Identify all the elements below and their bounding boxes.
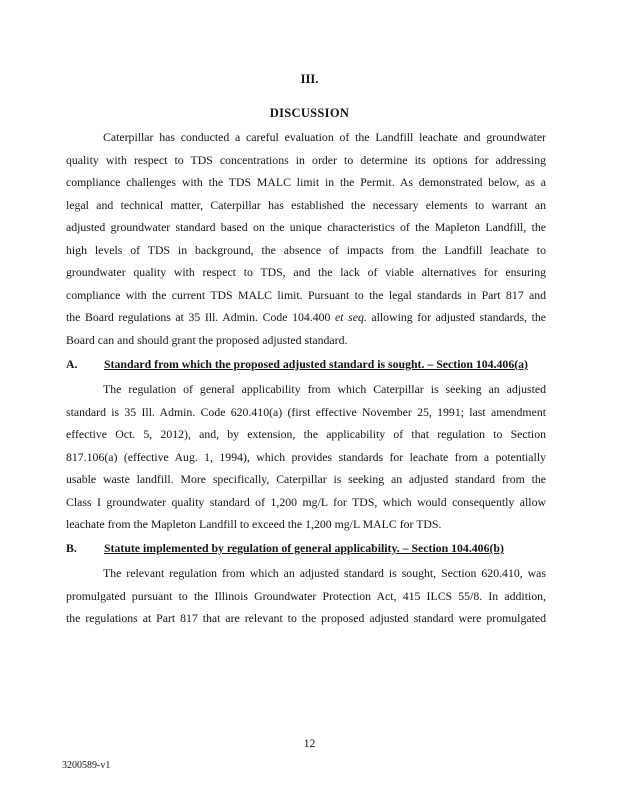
section-b-letter: B. — [66, 541, 77, 555]
page-number: 12 — [303, 738, 316, 750]
intro-line: the Board regulations at 35 Ill. Admin. Code 104.400 et seq. allowing for adjusted standards, the — [66, 310, 547, 324]
intro-line: adjusted groundwater standard based on the unique characteristics of the Mapleton Landfill, the — [66, 220, 546, 234]
part-number: III. — [300, 72, 319, 86]
section-a-letter: A. — [66, 357, 78, 371]
section-a-line: usable waste landfill. More specifically, Caterpillar is seeking an adjusted standard from the — [66, 472, 546, 486]
section-a-line: 817.106(a) (effective Aug. 1, 1994), which provides standards for leachate from a potentially — [66, 449, 546, 464]
intro-line: quality with respect to TDS concentrations in order to determine its options for addressing — [66, 152, 546, 167]
section-a-heading — [66, 357, 528, 372]
section-title: DISCUSSION — [269, 106, 350, 120]
section-b-title: Statute implemented by regulation of general applicability. – Section 104.406(b) — [104, 541, 504, 555]
intro-line: high levels of TDS in background, the absence of impacts from the Landfill leachate to — [66, 242, 546, 257]
section-b-heading — [66, 541, 504, 556]
section-b-line: promulgated pursuant to the Illinois Groundwater Protection Act, 415 ILCS 55/8. In addition, — [66, 588, 546, 603]
intro-line: Board can and should grant the proposed adjusted standard. — [66, 332, 348, 347]
section-b-line: the regulations at Part 817 that are relevant to the proposed adjusted standard were promulgated — [66, 611, 546, 625]
intro-line: Caterpillar has conducted a careful evaluation of the Landfill leachate and groundwater — [103, 130, 546, 144]
section-a-line: leachate from the Mapleton Landfill to exceed the 1,200 mg/L MALC for TDS. — [66, 517, 442, 531]
intro-line: compliance challenges with the TDS MALC limit in the Permit. As demonstrated below, as a — [66, 175, 546, 189]
section-a-line: The regulation of general applicability from which Caterpillar is seeking an adjusted — [103, 382, 546, 396]
intro-line: legal and technical matter, Caterpillar has established the necessary elements to warrant an — [66, 197, 546, 212]
section-a-line: Class I groundwater quality standard of 1,200 mg/L for TDS, which would consequently allow — [66, 494, 546, 509]
section-b-line: The relevant regulation from which an adjusted standard is sought, Section 620.410, was — [103, 566, 546, 580]
section-a-line: standard is 35 Ill. Admin. Code 620.410(a) (first effective November 25, 1991; last amendment — [66, 404, 546, 419]
section-a-title: Standard from which the proposed adjusted standard is sought. – Section 104.406(a) — [104, 357, 528, 371]
document-id-footer: 3200589-v1 — [62, 760, 111, 771]
intro-line: compliance with the current TDS MALC limit. Pursuant to the legal standards in Part 817 and — [66, 287, 546, 302]
intro-line: groundwater quality with respect to TDS, and the lack of viable alternatives for ensuring — [66, 265, 546, 279]
section-a-line: effective Oct. 5, 2012), and, by extension, the applicability of that regulation to Section — [66, 427, 546, 441]
